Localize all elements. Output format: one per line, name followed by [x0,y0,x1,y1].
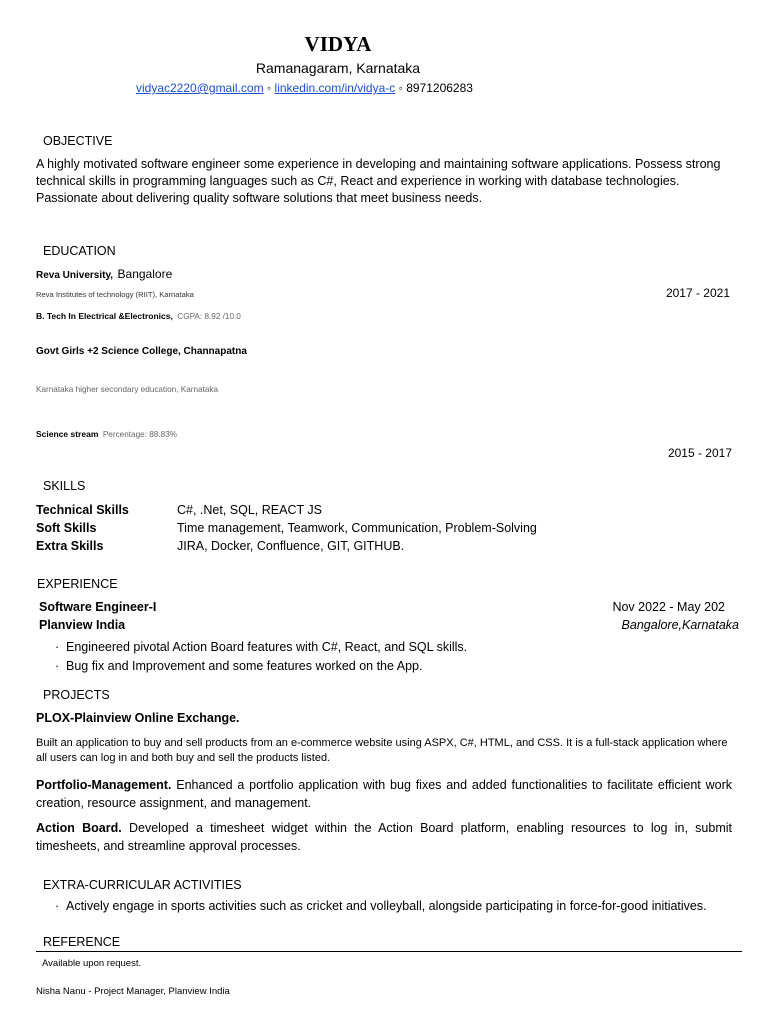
job-dates: Nov 2022 - May 202 [612,600,725,614]
skill-label-extra: Extra Skills [36,539,104,553]
contact-line [136,81,473,95]
linkedin-link[interactable]: linkedin.com/in/vidya-c [274,81,396,95]
skill-value-technical: C#, .Net, SQL, REACT JS [177,503,322,517]
objective-heading: OBJECTIVE [43,134,113,148]
skill-value-soft: Time management, Teamwork, Communication, Problem-Solving [177,521,537,535]
experience-heading: EXPERIENCE [37,577,118,591]
bullet-dot: · [55,640,60,654]
extracurricular-bullet [55,899,707,913]
job-bullet-1 [55,640,467,654]
university-city: Bangalore [117,267,173,281]
skill-label-technical: Technical Skills [36,503,129,517]
college-stream-line [36,424,177,442]
college-name: Govt Girls +2 Science College, Channapatna [36,346,247,357]
separator-2: ◦ [398,81,403,95]
project-3-paragraph [36,819,732,855]
university-name: Reva University, [36,270,114,281]
extracurricular-heading: EXTRA-CURRICULAR ACTIVITIES [43,878,242,892]
reference-contact: Nisha Nanu - Project Manager, Planview India [36,986,230,997]
college-percentage: Percentage: 88.83% [102,430,178,439]
university-line [36,265,172,283]
skills-heading: SKILLS [43,479,86,493]
job-bullet-text: Engineered pivotal Action Board features with C#, React, and SQL skills. [66,640,468,654]
job-company: Planview India [39,618,126,632]
bullet-dot: · [55,899,60,913]
job-bullet-text: Bug fix and Improvement and some features worked on the App. [66,659,423,673]
reference-divider [36,951,742,952]
college-stream: Science stream [36,429,99,439]
university-cgpa: CGPA: 8.92 /10.0 [177,312,241,321]
skill-label-soft: Soft Skills [36,521,97,535]
project-2-title: Portfolio-Management. [36,778,172,792]
bullet-dot: · [55,659,60,673]
job-bullet-2 [55,659,422,673]
project-1-text: Built an application to buy and sell products from an e-commerce website using ASPX, C#, HTML, and CSS. It is a full-stack application where all users can log in and both buy and sell the products listed. [36,737,728,764]
extracurricular-text: Actively engage in sports activities such as cricket and volleyball, alongside participating in force-for-good initiatives. [66,899,707,913]
separator-1: ◦ [266,81,272,95]
university-institute: Reva Institutes of technology (RIIT), Karnataka [36,290,194,299]
project-2-text: Enhanced a portfolio application with bug fixes and added functionalities to facilitate efficient work creation, resource assignment, and management. [36,778,732,810]
university-degree-line [36,306,241,324]
education-heading: EDUCATION [43,244,116,258]
reference-heading: REFERENCE [43,935,121,949]
college-years: 2015 - 2017 [667,446,732,460]
project-3-text: Developed a timesheet widget within the Action Board platform, enabling resources to log in, submit timesheets, and streamline approval processes. [36,821,732,853]
objective-text: A highly motivated software engineer some experience in developing and maintaining software applications. Possess strong technical skills in programming languages such as C#, React and experience in working with database technologies. Passionate about delivering quality software solutions that meet business needs. [36,157,721,205]
phone-number: 8971206283 [406,81,473,95]
reference-note: Available upon request. [42,958,142,969]
skill-value-extra: JIRA, Docker, Confluence, GIT, GITHUB. [177,539,405,553]
university-years: 2017 - 2021 [665,286,730,300]
project-2-paragraph [36,776,732,812]
projects-heading: PROJECTS [43,688,110,702]
candidate-name: VIDYA [304,32,372,56]
email-link[interactable]: vidyac2220@gmail.com [136,81,264,95]
candidate-location: Ramanagaram, Karnataka [255,60,421,76]
job-title: Software Engineer-I [39,600,157,614]
job-location: Bangalore,Karnataka [621,618,739,632]
university-degree: B. Tech In Electrical &Electronics, [36,311,173,321]
college-board: Karnataka higher secondary education, Karnataka [36,385,219,394]
project-1-title: PLOX-Plainview Online Exchange. [36,711,240,725]
project-3-title: Action Board. [36,821,122,835]
